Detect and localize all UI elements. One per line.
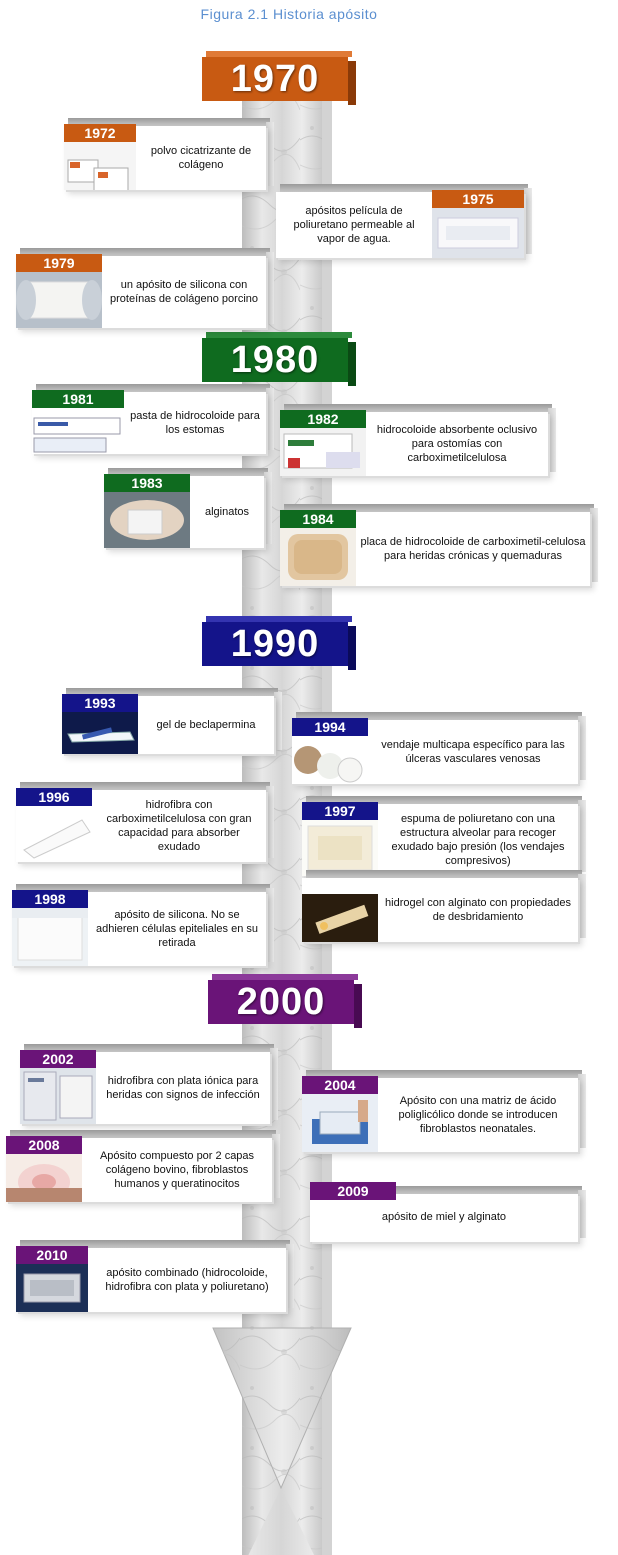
event-description: hidrogel con alginato con propiedades de desbridamiento bbox=[385, 897, 571, 923]
combined-dressing-image bbox=[16, 1264, 88, 1312]
hydrogel-syringe-image bbox=[302, 894, 378, 942]
event-year-label: 1972 bbox=[64, 124, 136, 142]
timeline-event-card bbox=[20, 1044, 278, 1124]
hydrofiber-image bbox=[16, 806, 92, 862]
duoderm-box-image bbox=[280, 428, 366, 476]
decade-banner-1980: 1980 bbox=[202, 338, 348, 382]
event-year-label: 1982 bbox=[280, 410, 366, 428]
event-year-label: 1996 bbox=[16, 788, 92, 806]
event-year-label: 2008 bbox=[6, 1136, 82, 1154]
timeline-event-card bbox=[302, 1070, 586, 1152]
foam-pad-image bbox=[302, 820, 378, 876]
event-description: hidrofibra con carboximetilcelulosa con gran capacidad para absorber exudado bbox=[106, 799, 252, 853]
event-year-label: 1998 bbox=[12, 890, 88, 908]
timeline-event-card bbox=[6, 1130, 280, 1202]
timeline-event-card bbox=[280, 504, 598, 586]
event-year-label: 1975 bbox=[432, 190, 524, 208]
collagen-powder-boxes-image bbox=[64, 142, 136, 190]
timeline-event-card bbox=[64, 118, 274, 190]
decade-banner-2000: 2000 bbox=[208, 980, 354, 1024]
event-description: gel de beclapermina bbox=[156, 719, 256, 731]
event-description: apósito combinado (hidrocoloide, hidrofibra con plata y poliuretano) bbox=[105, 1267, 269, 1293]
event-year-label: 1984 bbox=[280, 510, 356, 528]
timeline-event-card bbox=[292, 712, 586, 784]
event-description: apósitos película de poliuretano permeable al vapor de agua. bbox=[293, 205, 415, 245]
timeline-event-card bbox=[32, 384, 274, 454]
paste-tube-image bbox=[32, 408, 124, 454]
silver-packets-image bbox=[20, 1068, 96, 1124]
matrix-package-image bbox=[302, 1094, 378, 1152]
event-description: vendaje multicapa específico para las úlceras vasculares venosas bbox=[381, 739, 565, 765]
event-year-label: 2002 bbox=[20, 1050, 96, 1068]
hydrocolloid-plate-image bbox=[280, 528, 356, 586]
event-description: Apósito compuesto por 2 capas colágeno bovino, fibroblastos humanos y queratinocitos bbox=[99, 1150, 255, 1190]
event-year-label: 2004 bbox=[302, 1076, 378, 1094]
alginate-hand-image bbox=[104, 492, 190, 548]
timeline-event-card bbox=[302, 870, 586, 942]
event-year-label bbox=[302, 876, 378, 894]
timeline-event-card bbox=[276, 184, 532, 258]
timeline-event-card bbox=[310, 1183, 586, 1242]
decade-banner-1990: 1990 bbox=[202, 622, 348, 666]
film-dressing-image bbox=[432, 208, 524, 258]
bandage-rolls-image bbox=[292, 736, 368, 784]
event-description: placa de hidrocoloide de carboximetil-celulosa para heridas crónicas y quemaduras bbox=[360, 536, 586, 562]
gel-tube-image bbox=[62, 712, 138, 754]
timeline-event-card bbox=[16, 1240, 294, 1312]
event-year-label: 2009 bbox=[310, 1182, 396, 1200]
silicone-pad-image bbox=[12, 908, 88, 966]
event-description: apósito de silicona. No se adhieren células epiteliales en su retirada bbox=[95, 909, 259, 949]
timeline-event-card bbox=[12, 884, 274, 966]
timeline-event-card bbox=[280, 404, 556, 476]
event-description: apósito de miel y alginato bbox=[381, 1211, 507, 1223]
event-description: pasta de hidrocoloide para los estomas bbox=[130, 410, 260, 436]
event-year-label: 1979 bbox=[16, 254, 102, 272]
timeline-event-card bbox=[62, 688, 282, 754]
event-description: alginatos bbox=[204, 506, 250, 518]
timeline-event-card bbox=[16, 782, 274, 862]
silicone-dressing-image bbox=[16, 272, 102, 328]
timeline-event-card bbox=[104, 468, 272, 548]
event-year-label: 1981 bbox=[32, 390, 124, 408]
event-description: hidrocoloide absorbente oclusivo para ostomías con carboximetilcelulosa bbox=[376, 424, 538, 464]
event-year-label: 1993 bbox=[62, 694, 138, 712]
event-year-label: 2010 bbox=[16, 1246, 88, 1264]
event-description: espuma de poliuretano con una estructura alveolar para recoger exudado bajo presión (los vendajes compresivos) bbox=[391, 813, 565, 867]
bilayer-skin-image bbox=[6, 1154, 82, 1202]
event-year-label: 1983 bbox=[104, 474, 190, 492]
event-description: polvo cicatrizante de colágeno bbox=[150, 145, 252, 171]
event-year-label: 1997 bbox=[302, 802, 378, 820]
event-year-label: 1994 bbox=[292, 718, 368, 736]
event-description: Apósito con una matriz de ácido poliglicólico donde se introducen fibroblastos neonatales. bbox=[398, 1095, 558, 1135]
event-description: un apósito de silicona con proteínas de colágeno porcino bbox=[110, 279, 258, 305]
figure-title: Figura 2.1 Historia apósito bbox=[200, 6, 378, 22]
timeline-event-card bbox=[302, 796, 586, 876]
decade-banner-1970: 1970 bbox=[202, 57, 348, 101]
timeline-event-card bbox=[16, 248, 274, 328]
event-description: hidrofibra con plata iónica para heridas con signos de infección bbox=[106, 1075, 260, 1101]
